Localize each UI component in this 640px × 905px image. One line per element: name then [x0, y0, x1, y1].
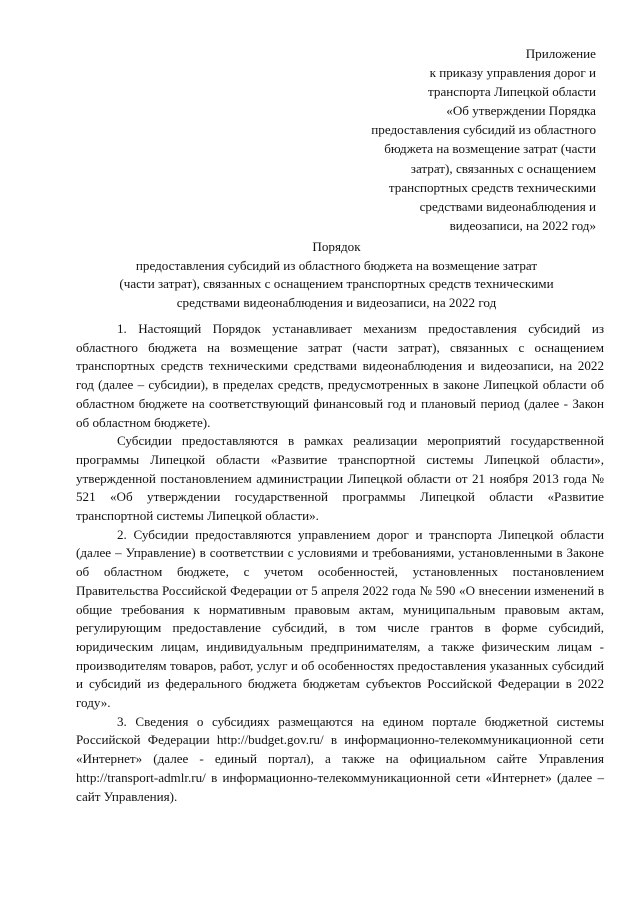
appendix-line: транспортных средств техническими: [388, 179, 596, 195]
appendix-line: бюджета на возмещение затрат (части: [384, 141, 596, 157]
document-body: [76, 320, 604, 806]
appendix-line: к приказу управления дорог и: [429, 65, 596, 81]
appendix-line: «Об утверждении Порядка: [446, 103, 596, 119]
paragraph-2: 2. Субсидии предоставляются управлением дорог и транспорта Липецкой области (далее – Управление) в соответствии с условиями и требованиями, установленными в Законе об областном бюджете, с учетом особенностей, установленных постановлением Правительства Российской Федерации от 5 апреля 2022 года № 590 «О внесении изменений в общие требования к нормативным правовым актам, муниципальным правовым актам, регулирующим предоставление субсидий, в том числе грантов в форме субсидий, юридическим лицам, индивидуальным предпринимателям, а также физическим лицам - производителям товаров, работ, услуг и об особенностях предоставления указанных субсидий и субсидий из федерального бюджета бюджетам субъектов Российской Федерации в 2022 году».: [76, 526, 604, 711]
appendix-line: Приложение: [525, 46, 596, 61]
heading-line: (части затрат), связанных с оснащением транспортных средств техническими: [119, 276, 554, 292]
appendix-line: транспорта Липецкой области: [428, 84, 596, 100]
appendix-line: предоставления субсидий из областного: [371, 122, 596, 138]
document-title: Порядок: [312, 239, 361, 254]
paragraph-subsidies: Субсидии предоставляются в рамках реализации мероприятий государственной программы Липецкой области «Развитие транспортной системы Липецкой области», утвержденной постановлением администрации Липецкой области от 21 ноября 2013 года № 521 «Об утверждении государственной программы Липецкой области «Развитие транспортной системы Липецкой области».: [76, 433, 604, 524]
paragraph-1: 1. Настоящий Порядок устанавливает механизм предоставления субсидий из областного бюджета на возмещение затрат (части затрат), связанных с оснащением транспортных средств техническими средствами видеонаблюдения и видеозаписи, на 2022 год (далее – субсидии), в пределах средств, предусмотренных в законе Липецкой области об областном бюджете на соответствующий финансовый год и плановый период (далее - Закон об областном бюджете).: [76, 321, 604, 430]
appendix-line: средствами видеонаблюдения и: [419, 198, 596, 214]
appendix-line: видеозаписи, на 2022 год»: [449, 217, 596, 233]
heading-line: предоставления субсидий из областного бюджета на возмещение затрат: [135, 257, 538, 273]
appendix-block: [296, 44, 596, 235]
appendix-line: затрат), связанных с оснащением: [410, 160, 596, 176]
heading-line: средствами видеонаблюдения и видеозаписи, на 2022 год: [176, 294, 497, 310]
paragraph-3: 3. Сведения о субсидиях размещаются на едином портале бюджетной системы Российской Федерации http://budget.gov.ru/ в информационно-телекоммуникационной сети «Интернет» (далее - единый портал), а также на официальном сайте Управления http://transport-admlr.ru/ в информационно-телекоммуникационной сети «Интернет» (далее – сайт Управления).: [76, 713, 604, 804]
document-heading: [40, 238, 633, 312]
